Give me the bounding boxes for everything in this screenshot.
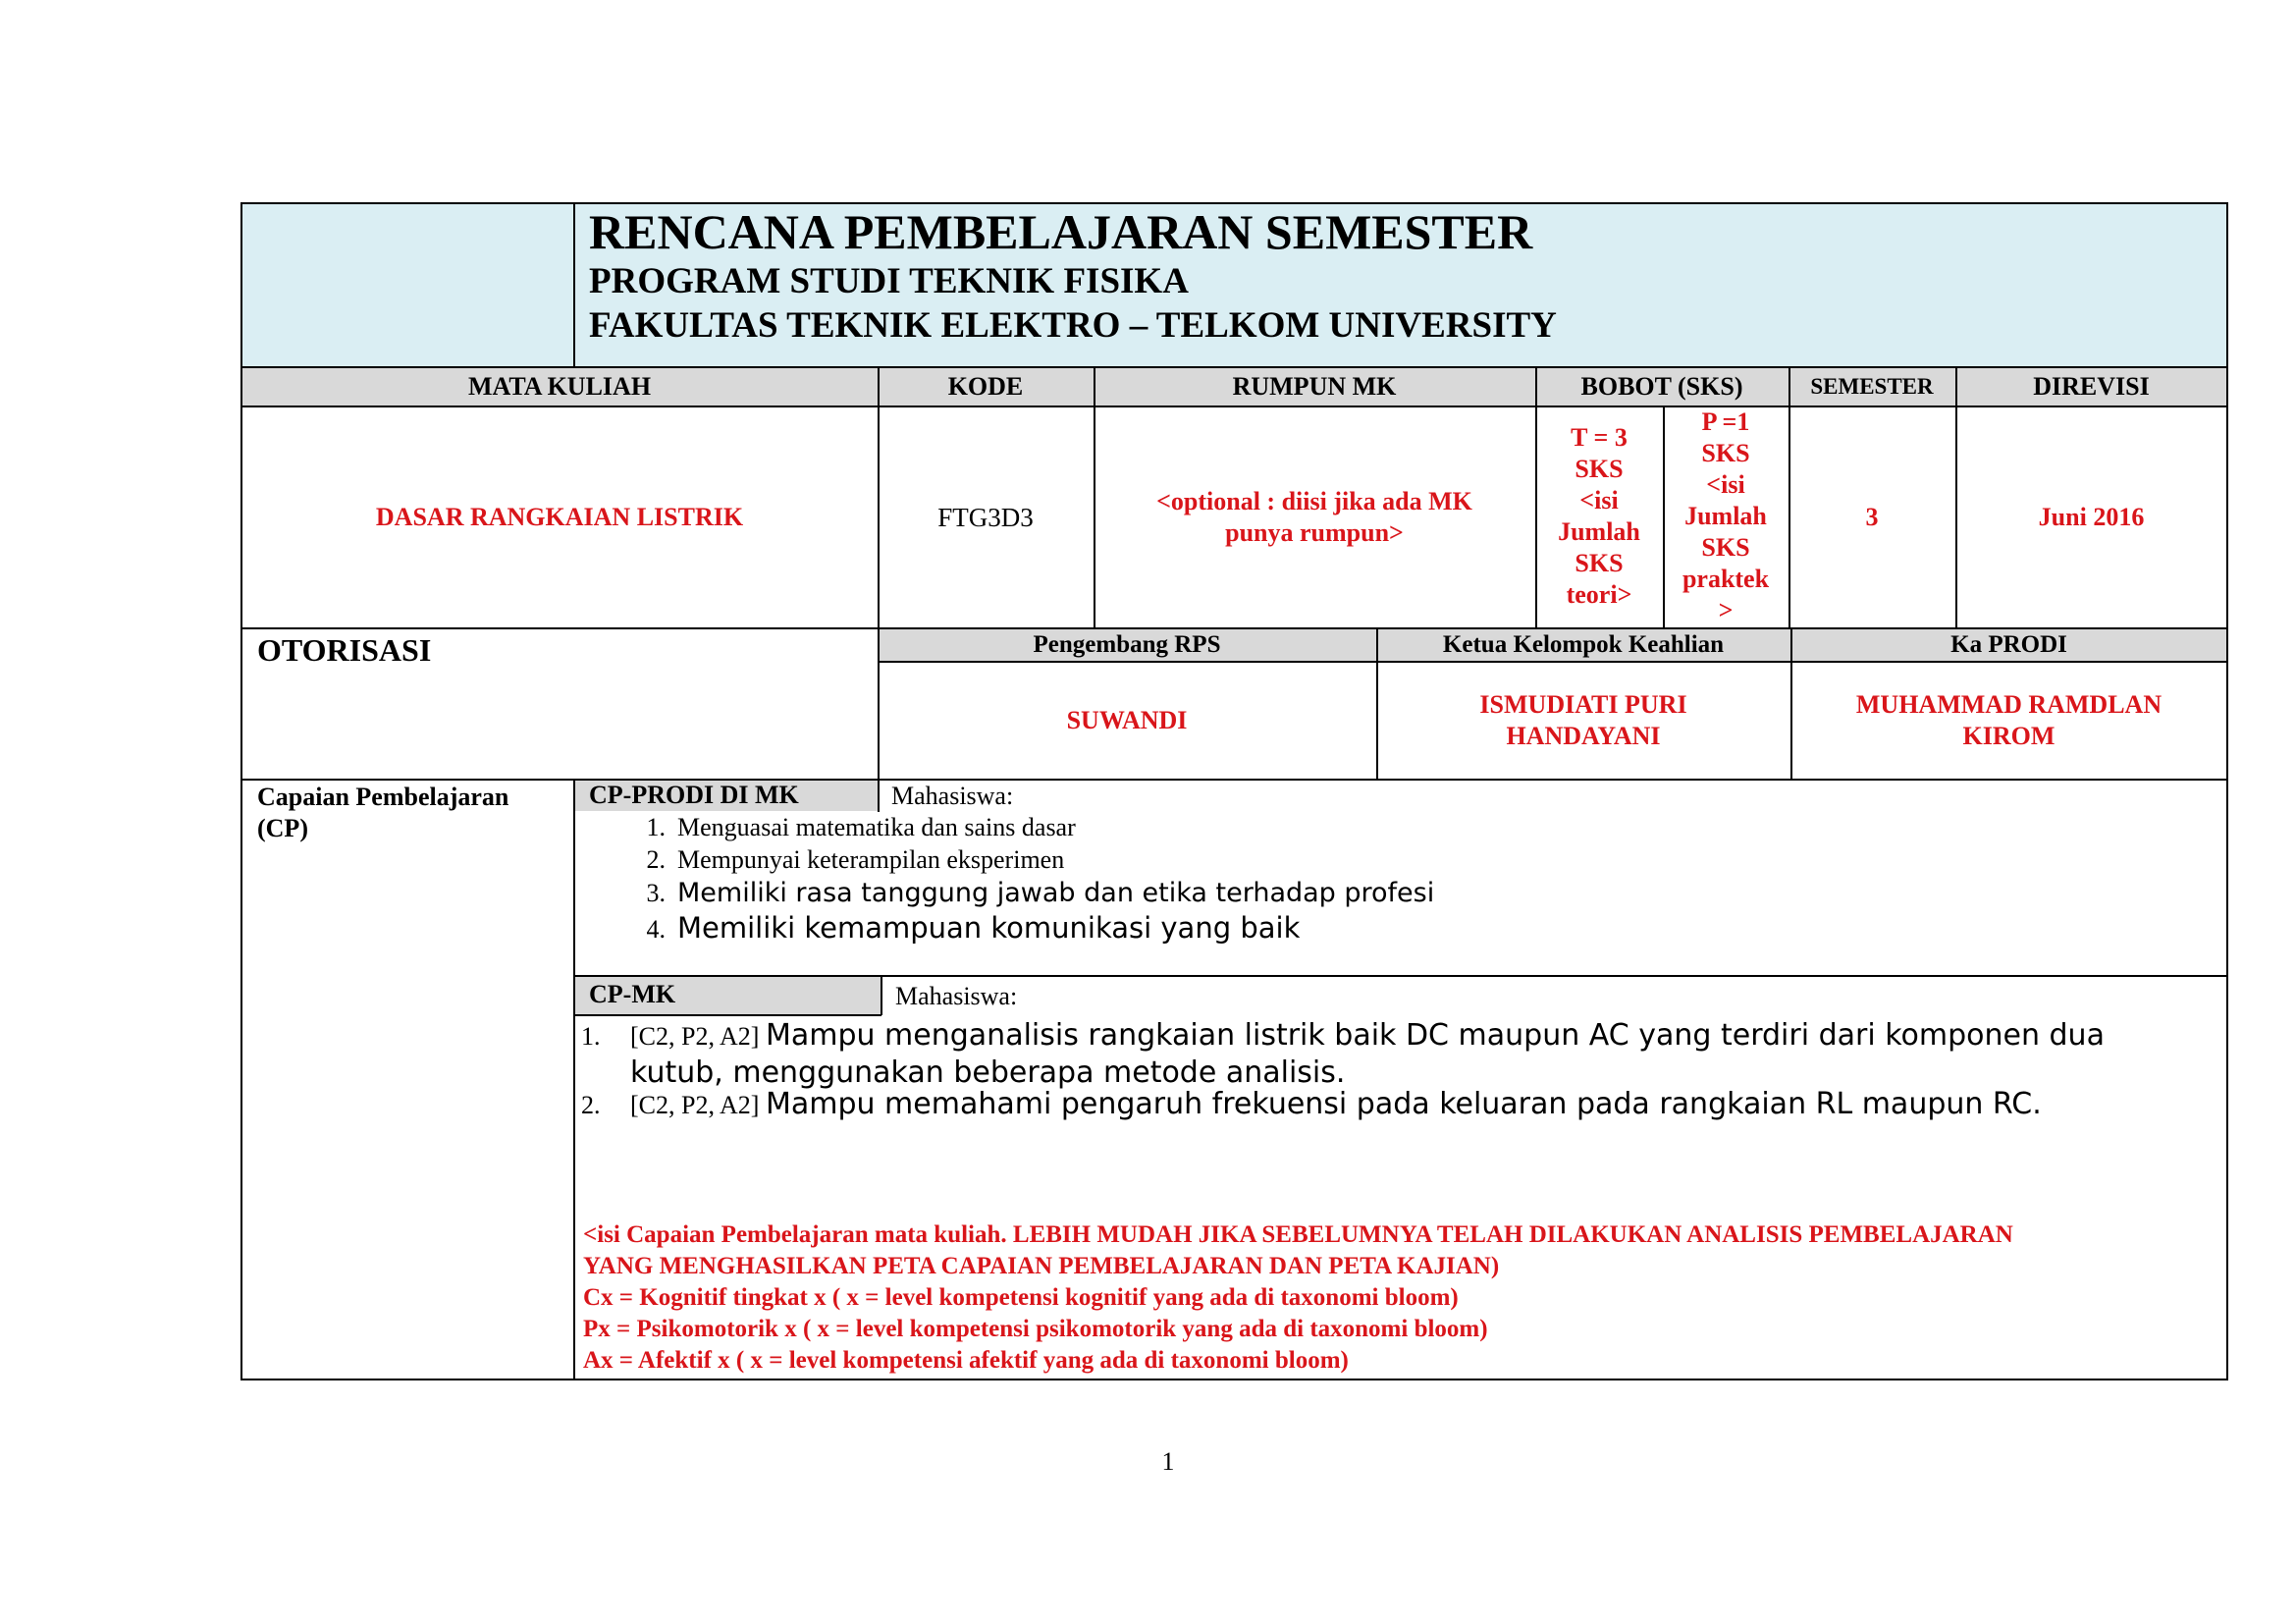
rumpun-line-2: punya rumpun> — [1225, 518, 1404, 547]
table-border-bottom — [241, 1379, 2228, 1380]
divider — [241, 406, 2228, 407]
list-item: 3. Memiliki rasa tanggung jawab dan etika terhadap profesi — [646, 878, 1435, 908]
divider — [1376, 627, 1378, 780]
col-header-mata-kuliah: MATA KULIAH — [241, 367, 878, 406]
divider — [881, 975, 882, 1015]
prodi-label: Ka PRODI — [1790, 628, 2227, 662]
divider — [1663, 406, 1665, 628]
divider — [1535, 366, 1537, 628]
cp-mk-item-2: 2. [C2, P2, A2] Mampu memahami pengaruh frekuensi pada keluaran pada rangkaian RL maupun RC. — [581, 1087, 2042, 1121]
cp-prodi-list — [618, 813, 2189, 947]
pengembang-name: SUWANDI — [1066, 706, 1188, 734]
cp-mk-item-1: 1. [C2, P2, A2] Mampu menganalisis rangkaian listrik baik DC maupun AC yang terdiri dari komponen dua kutub, menggunakan beberapa metode analisis. — [581, 1018, 2105, 1090]
divider — [1094, 366, 1095, 628]
divider — [1789, 366, 1790, 628]
header-title-cell — [573, 203, 2227, 367]
divider — [573, 779, 575, 1380]
divider — [878, 661, 2228, 663]
col-header-bobot: BOBOT (SKS) — [1535, 367, 1789, 406]
list-item: 2. Mempunyai keterampilan eksperimen — [646, 845, 1065, 874]
list-item: 1. Menguasai matematika dan sains dasar — [646, 813, 1076, 841]
divider — [241, 779, 2228, 781]
course-semester: 3 — [1865, 503, 1879, 531]
course-rumpun — [1094, 406, 1535, 628]
document-title: RENCANA PEMBELAJARAN SEMESTER — [589, 204, 1533, 259]
pengembang-label: Pengembang RPS — [878, 628, 1376, 662]
divider — [241, 627, 2228, 629]
cp-mk-mahasiswa: Mahasiswa: — [895, 982, 1018, 1010]
col-header-rumpun: RUMPUN MK — [1094, 367, 1535, 406]
col-header-direvisi: DIREVISI — [1955, 367, 2227, 406]
cp-note: <isi Capaian Pembelajaran mata kuliah. LEBIH MUDAH JIKA SEBELUMNYA TELAH DILAKUKAN ANALISIS PEMBELAJARAN YANG MENGHASILKAN PETA CAPAIAN PEMBELAJARAN DAN PETA KAJIAN) Cx = Kognitif tingkat x ( x = level kompetensi kognitif yang ada di taxonomi bloom) Px = Psikomotorik x ( x = level kompetensi psikomotorik yang ada di taxonomi bloom) Ax = Afektif x ( x = level kompetensi afektif yang ada di taxonomi bloom) — [583, 1221, 2013, 1374]
table-border-top — [241, 202, 2228, 204]
course-name: DASAR RANGKAIAN LISTRIK — [375, 503, 744, 531]
divider — [573, 1014, 881, 1016]
course-revised: Juni 2016 — [2038, 503, 2145, 531]
rumpun-line-1: <optional : diisi jika ada MK — [1156, 487, 1472, 515]
sks-praktek: P =1 SKS <isi Jumlah SKS praktek > — [1682, 407, 1770, 624]
kk-name: ISMUDIATI PURI HANDAYANI — [1479, 690, 1687, 750]
divider — [241, 366, 2228, 368]
table-border-left — [240, 202, 242, 1380]
program-name: PROGRAM STUDI TEKNIK FISIKA — [589, 261, 1189, 301]
page-number: 1 — [1161, 1447, 1175, 1476]
cp-mk-label: CP-MK — [573, 976, 881, 1015]
col-header-kode: KODE — [878, 367, 1094, 406]
otorisasi-label: OTORISASI — [257, 632, 432, 668]
divider — [1790, 627, 1792, 780]
divider — [878, 779, 880, 812]
divider — [573, 202, 575, 367]
divider — [1955, 366, 1957, 628]
kk-label: Ketua Kelompok Keahlian — [1376, 628, 1790, 662]
sks-teori: T = 3 SKS <isi Jumlah SKS teori> — [1558, 423, 1640, 609]
cp-prodi-mahasiswa: Mahasiswa: — [891, 782, 1014, 810]
divider — [573, 975, 2228, 977]
table-border-right — [2226, 202, 2228, 1380]
header-logo-cell — [241, 203, 573, 367]
course-code: FTG3D3 — [937, 502, 1034, 532]
list-item: 4. Memiliki kemampuan komunikasi yang baik — [646, 911, 1301, 945]
col-header-semester: SEMESTER — [1789, 367, 1955, 406]
faculty-name: FAKULTAS TEKNIK ELEKTRO – TELKOM UNIVERSITY — [589, 305, 1557, 346]
cp-prodi-label: CP-PRODI DI MK — [573, 780, 878, 811]
cp-label: Capaian Pembelajaran (CP) — [257, 783, 509, 842]
prodi-name: MUHAMMAD RAMDLAN KIROM — [1855, 690, 2163, 750]
divider — [878, 366, 880, 780]
